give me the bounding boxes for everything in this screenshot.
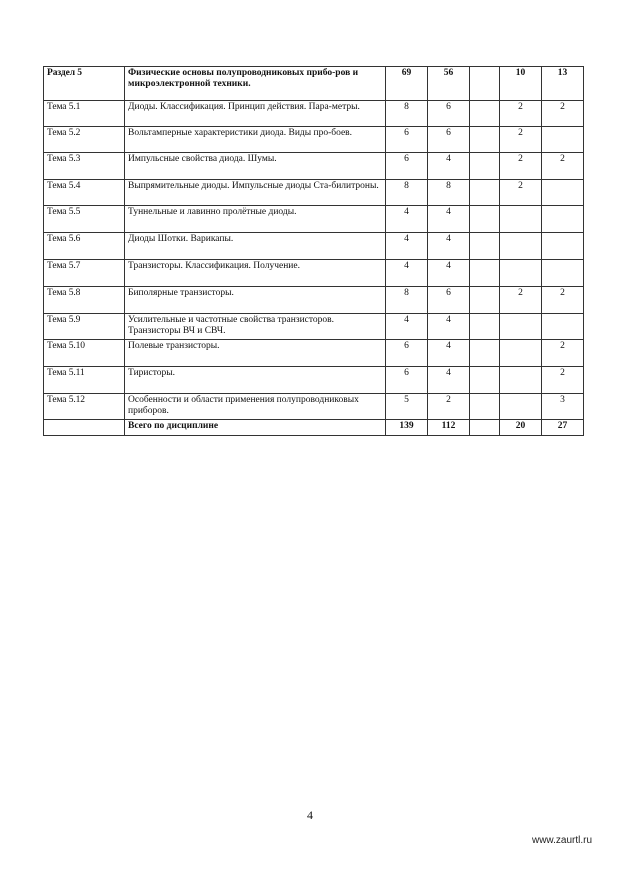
row-title: Физические основы полупроводниковых прибо-ров и микроэлектронной техники. [125,67,386,101]
site-watermark: www.zaurtl.ru [531,835,592,846]
row-practice-hours [500,206,542,233]
table-row [44,101,584,127]
row-self-study-hours: 2 [542,340,584,367]
row-title: Выпрямительные диоды. Импульсные диоды Ста-билитроны. [125,180,386,206]
table-row [44,420,584,436]
row-practice-hours [500,367,542,394]
row-total-hours: 6 [386,340,428,367]
row-empty-cell [470,127,500,153]
row-empty-cell [470,67,500,101]
row-practice-hours: 2 [500,287,542,314]
row-code: Тема 5.6 [44,233,125,260]
page-number: 4 [307,808,313,822]
row-total-hours: 4 [386,260,428,287]
row-self-study-hours: 3 [542,394,584,420]
row-lecture-hours: 4 [428,340,470,367]
row-code: Тема 5.2 [44,127,125,153]
row-practice-hours [500,233,542,260]
row-empty-cell [470,367,500,394]
row-empty-cell [470,420,500,436]
table-row [44,260,584,287]
row-title: Импульсные свойства диода. Шумы. [125,153,386,180]
row-total-hours: 8 [386,180,428,206]
row-total-hours: 4 [386,206,428,233]
row-title: Вольтамперные характеристики диода. Виды про-боев. [125,127,386,153]
row-lecture-hours: 4 [428,314,470,340]
row-empty-cell [470,314,500,340]
row-empty-cell [470,206,500,233]
row-code: Тема 5.1 [44,101,125,127]
row-self-study-hours [542,314,584,340]
row-self-study-hours: 2 [542,287,584,314]
row-self-study-hours [542,260,584,287]
row-self-study-hours [542,180,584,206]
row-self-study-hours [542,127,584,153]
table-row [44,340,584,367]
row-empty-cell [470,287,500,314]
row-self-study-hours: 13 [542,67,584,101]
row-code: Раздел 5 [44,67,125,101]
row-lecture-hours: 8 [428,180,470,206]
row-self-study-hours [542,206,584,233]
row-total-hours: 69 [386,67,428,101]
row-total-hours: 8 [386,287,428,314]
row-code [44,420,125,436]
row-lecture-hours: 4 [428,153,470,180]
row-title: Диоды. Классификация. Принцип действия. Пара-метры. [125,101,386,127]
row-lecture-hours: 6 [428,287,470,314]
row-practice-hours: 2 [500,180,542,206]
row-empty-cell [470,153,500,180]
row-code: Тема 5.5 [44,206,125,233]
row-empty-cell [470,180,500,206]
row-practice-hours [500,314,542,340]
curriculum-table [43,66,584,436]
row-code: Тема 5.7 [44,260,125,287]
table-row [44,127,584,153]
row-practice-hours: 10 [500,67,542,101]
row-title: Биполярные транзисторы. [125,287,386,314]
row-code: Тема 5.4 [44,180,125,206]
row-code: Тема 5.3 [44,153,125,180]
row-title: Диоды Шотки. Варикапы. [125,233,386,260]
row-lecture-hours: 6 [428,101,470,127]
row-lecture-hours: 4 [428,206,470,233]
row-self-study-hours: 2 [542,101,584,127]
row-lecture-hours: 6 [428,127,470,153]
table-row [44,314,584,340]
table-row [44,367,584,394]
row-lecture-hours: 2 [428,394,470,420]
table-body [44,67,584,436]
row-title: Туннельные и лавинно пролётные диоды. [125,206,386,233]
row-practice-hours: 20 [500,420,542,436]
table-row [44,394,584,420]
row-title: Особенности и области применения полупроводниковых приборов. [125,394,386,420]
table-row [44,153,584,180]
row-practice-hours: 2 [500,101,542,127]
row-total-hours: 5 [386,394,428,420]
row-code: Тема 5.12 [44,394,125,420]
row-lecture-hours: 4 [428,233,470,260]
row-title: Тиристоры. [125,367,386,394]
row-lecture-hours: 56 [428,67,470,101]
row-title: Транзисторы. Классификация. Получение. [125,260,386,287]
row-practice-hours [500,340,542,367]
row-lecture-hours: 112 [428,420,470,436]
row-self-study-hours: 27 [542,420,584,436]
row-total-hours: 8 [386,101,428,127]
row-code: Тема 5.10 [44,340,125,367]
row-empty-cell [470,340,500,367]
table-row [44,206,584,233]
row-empty-cell [470,260,500,287]
row-code: Тема 5.8 [44,287,125,314]
row-practice-hours [500,394,542,420]
row-total-hours: 139 [386,420,428,436]
row-self-study-hours: 2 [542,153,584,180]
row-total-hours: 4 [386,233,428,260]
row-code: Тема 5.9 [44,314,125,340]
row-title: Полевые транзисторы. [125,340,386,367]
table-row [44,233,584,260]
row-empty-cell [470,101,500,127]
row-title: Всего по дисциплине [125,420,386,436]
row-practice-hours: 2 [500,153,542,180]
row-self-study-hours: 2 [542,367,584,394]
row-total-hours: 6 [386,367,428,394]
table-row [44,287,584,314]
row-title: Усилительные и частотные свойства транзисторов. Транзисторы ВЧ и СВЧ. [125,314,386,340]
row-empty-cell [470,394,500,420]
row-lecture-hours: 4 [428,260,470,287]
table-row [44,180,584,206]
row-practice-hours: 2 [500,127,542,153]
row-lecture-hours: 4 [428,367,470,394]
row-total-hours: 6 [386,127,428,153]
row-total-hours: 4 [386,314,428,340]
row-self-study-hours [542,233,584,260]
row-empty-cell [470,233,500,260]
row-practice-hours [500,260,542,287]
row-code: Тема 5.11 [44,367,125,394]
table-row [44,67,584,101]
row-total-hours: 6 [386,153,428,180]
